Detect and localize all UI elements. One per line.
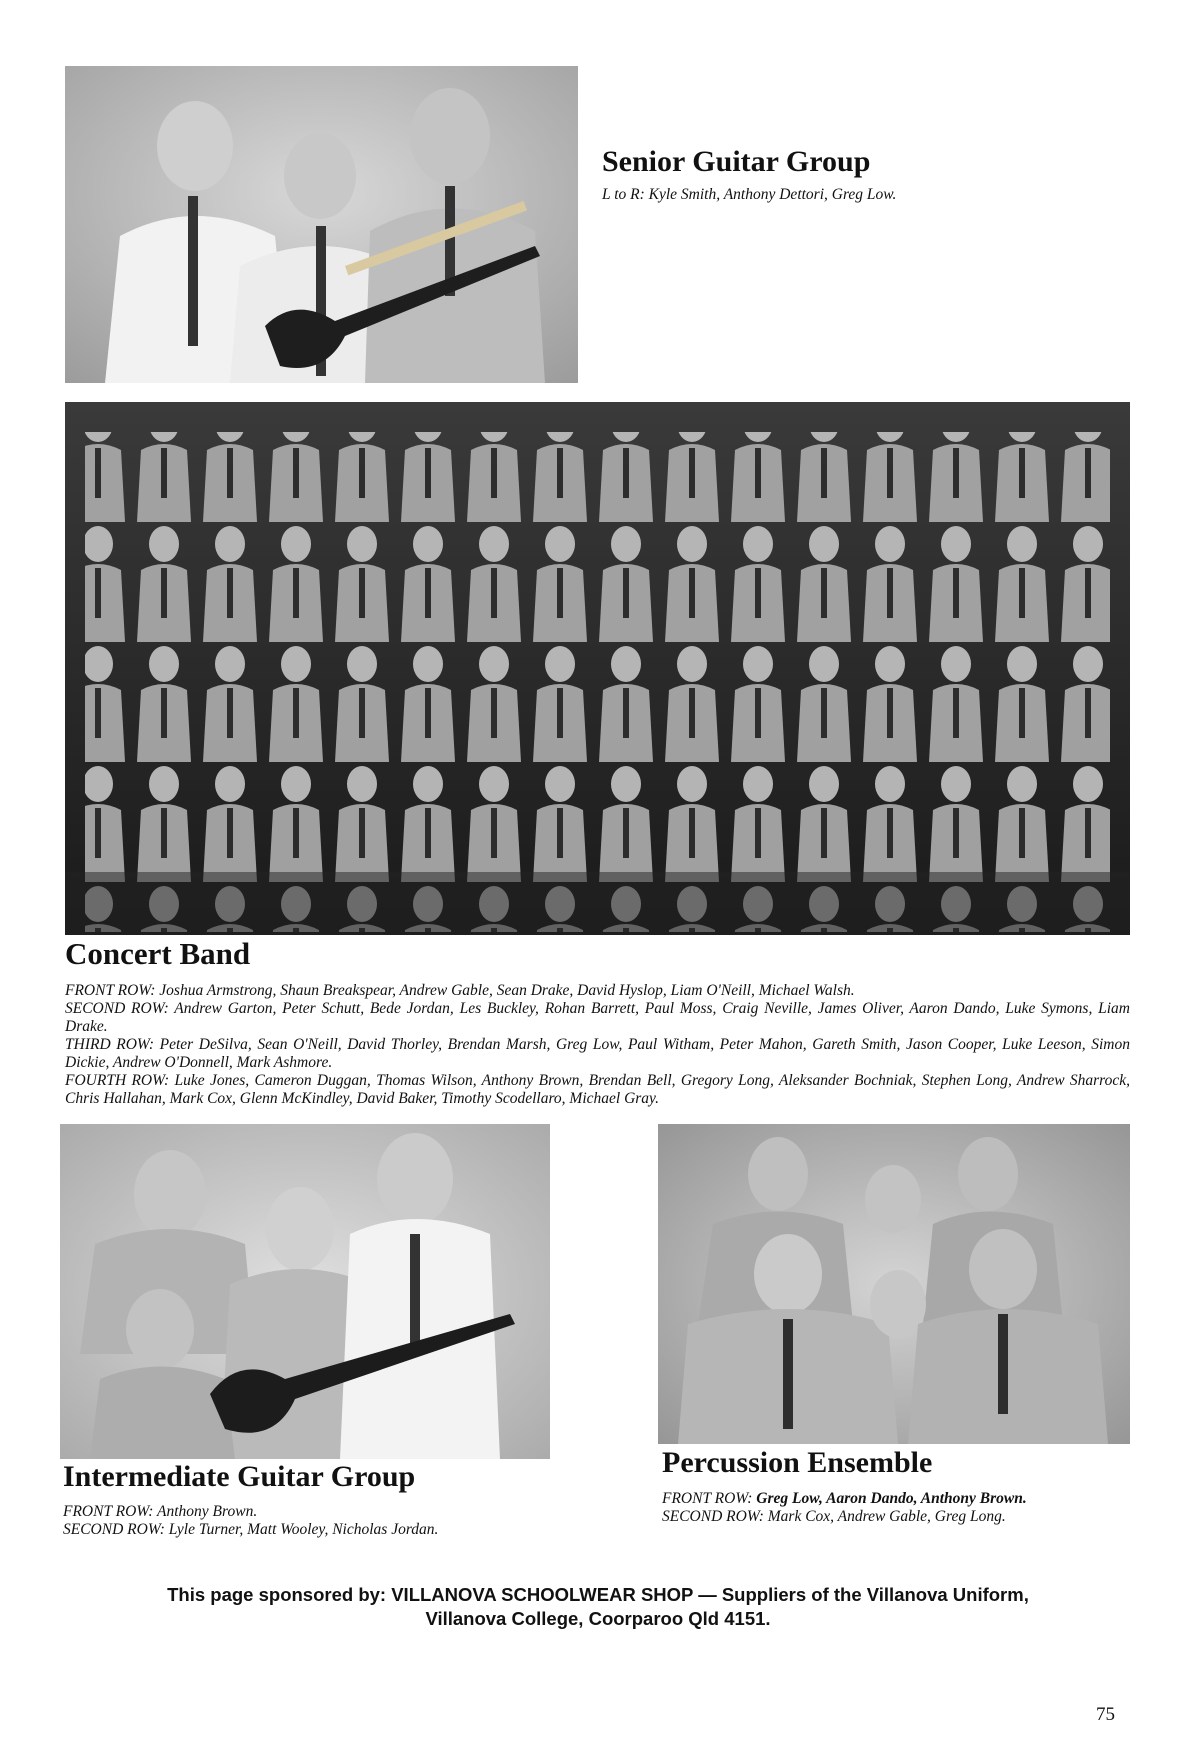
caption-names: Kyle Smith, Anthony Dettori, Greg Low. xyxy=(648,186,897,203)
percussion-ensemble-photo xyxy=(658,1124,1130,1444)
sponsor-line-1: This page sponsored by: VILLANOVA SCHOOLWEAR SHOP — Suppliers of the Villanova Uniform, xyxy=(167,1584,1029,1605)
intermediate-guitar-title: Intermediate Guitar Group xyxy=(63,1460,416,1493)
row-names: Mark Cox, Andrew Gable, Greg Long. xyxy=(767,1508,1006,1525)
senior-guitar-photo xyxy=(65,66,578,383)
row-label: SECOND ROW: xyxy=(65,1000,169,1017)
row-label: FOURTH ROW: xyxy=(65,1072,170,1089)
senior-guitar-title: Senior Guitar Group xyxy=(602,145,871,178)
concert-front-row xyxy=(65,982,1130,1000)
concert-second-row xyxy=(65,1000,1130,1036)
row-label: THIRD ROW: xyxy=(65,1036,154,1053)
intermediate-front-row xyxy=(63,1503,543,1521)
row-names: Greg Low, Aaron Dando, Anthony Brown. xyxy=(756,1490,1027,1507)
concert-band-photo xyxy=(65,402,1130,935)
row-label: SECOND ROW: xyxy=(662,1508,764,1525)
sponsor-notice xyxy=(60,1583,1136,1631)
concert-third-row xyxy=(65,1036,1130,1072)
intermediate-second-row xyxy=(63,1521,543,1539)
percussion-ensemble-title: Percussion Ensemble xyxy=(662,1446,933,1479)
page-number: 75 xyxy=(1096,1704,1115,1725)
percussion-ensemble-caption xyxy=(662,1490,1132,1526)
percussion-front-row xyxy=(662,1490,1132,1508)
row-names: Andrew Garton, Peter Schutt, Bede Jordan, Les Buckley, Rohan Barrett, Paul Moss, Craig Neville, James Oliver, Aaron Dando, Luke Symons, Liam Drake. xyxy=(65,1000,1130,1035)
senior-guitar-caption xyxy=(602,186,1122,204)
caption-label: L to R: xyxy=(602,186,645,203)
row-label: SECOND ROW: xyxy=(63,1521,165,1538)
row-names: Luke Jones, Cameron Duggan, Thomas Wilson, Anthony Brown, Brendan Bell, Gregory Long, Aleksander Bochniak, Stephen Long, Andrew Sharrock, Chris Hallahan, Mark Cox, Glenn McKindley, David Baker, Timothy Scodellaro, Michael Gray. xyxy=(65,1072,1130,1107)
concert-band-caption xyxy=(65,982,1130,1108)
row-names: Peter DeSilva, Sean O'Neill, David Thorley, Brendan Marsh, Greg Low, Paul Witham, Peter Mahon, Gareth Smith, Jason Cooper, Luke Leeson, Simon Dickie, Andrew O'Donnell, Mark Ashmore. xyxy=(65,1036,1130,1071)
row-names: Lyle Turner, Matt Wooley, Nicholas Jordan. xyxy=(168,1521,439,1538)
intermediate-guitar-caption xyxy=(63,1503,543,1539)
intermediate-guitar-photo xyxy=(60,1124,550,1459)
concert-band-title: Concert Band xyxy=(65,936,251,971)
concert-fourth-row xyxy=(65,1072,1130,1108)
row-label: FRONT ROW: xyxy=(63,1503,154,1520)
row-names: Joshua Armstrong, Shaun Breakspear, Andrew Gable, Sean Drake, David Hyslop, Liam O'Neill, Michael Walsh. xyxy=(159,982,855,999)
sponsor-line-2: Villanova College, Coorparoo Qld 4151. xyxy=(425,1608,771,1629)
percussion-second-row xyxy=(662,1508,1132,1526)
row-names: Anthony Brown. xyxy=(157,1503,258,1520)
row-label: FRONT ROW: xyxy=(662,1490,753,1507)
row-label: FRONT ROW: xyxy=(65,982,156,999)
